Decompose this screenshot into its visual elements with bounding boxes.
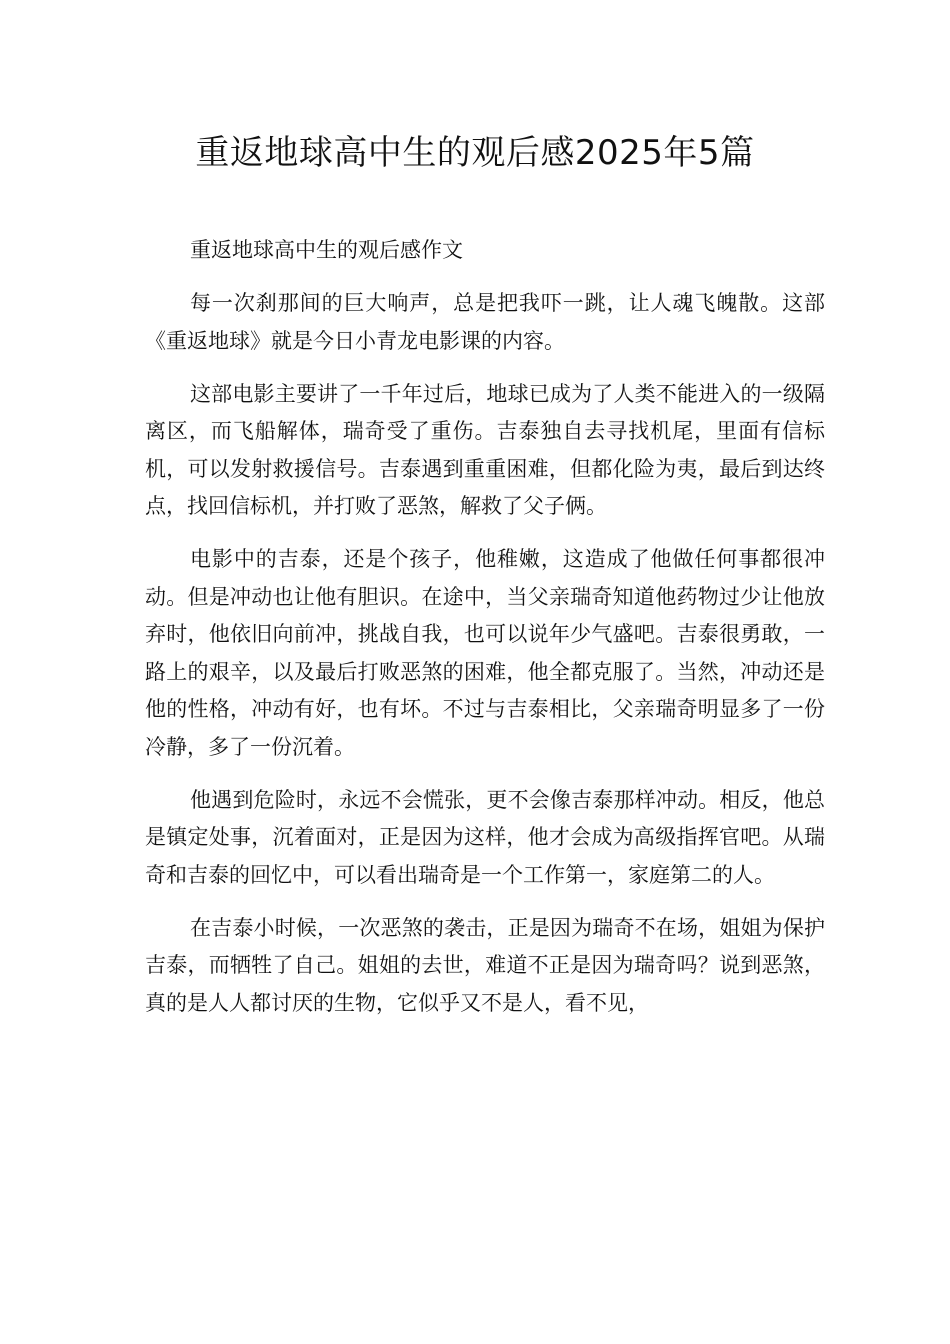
paragraph-3: 电影中的吉泰，还是个孩子，他稚嫩，这造成了他做任何事都很冲动。但是冲动也让他有胆识。在途中，当父亲瑞奇知道他药物过少让他放弃时，他依旧向前冲，挑战自我，也可以说年少气盛吧。吉泰很勇敢，一路上的艰辛，以及最后打败恶煞的困难，他全都克服了。当然，冲动还是他的性格，冲动有好，也有坏。不过与吉泰相比，父亲瑞奇明显多了一份冷静，多了一份沉着。 xyxy=(145,547,825,759)
paragraph-1: 每一次刹那间的巨大响声，总是把我吓一跳，让人魂飞魄散。这部《重返地球》就是今日小青龙电影课的内容。 xyxy=(145,291,825,353)
document-body xyxy=(145,232,825,1038)
paragraph-5: 在吉泰小时候，一次恶煞的袭击，正是因为瑞奇不在场，姐姐为保护吉泰，而牺牲了自己。姐姐的去世，难道不正是因为瑞奇吗？说到恶煞，真的是人人都讨厌的生物，它似乎又不是人，看不见， xyxy=(145,915,825,1015)
essay-subtitle: 重返地球高中生的观后感作文 xyxy=(190,238,463,262)
paragraph-2: 这部电影主要讲了一千年过后，地球已成为了人类不能进入的一级隔离区，而飞船解体，瑞奇受了重伤。吉泰独自去寻找机尾，里面有信标机，可以发射救援信号。吉泰遇到重重困难，但都化险为夷，最后到达终点，找回信标机，并打败了恶煞，解救了父子俩。 xyxy=(145,381,825,518)
document-title: 重返地球高中生的观后感2025年5篇 xyxy=(195,133,755,173)
paragraph-4: 他遇到危险时，永远不会慌张，更不会像吉泰那样冲动。相反，他总是镇定处事，沉着面对，正是因为这样，他才会成为高级指挥官吧。从瑞奇和吉泰的回忆中，可以看出瑞奇是一个工作第一，家庭第二的人。 xyxy=(145,787,825,887)
